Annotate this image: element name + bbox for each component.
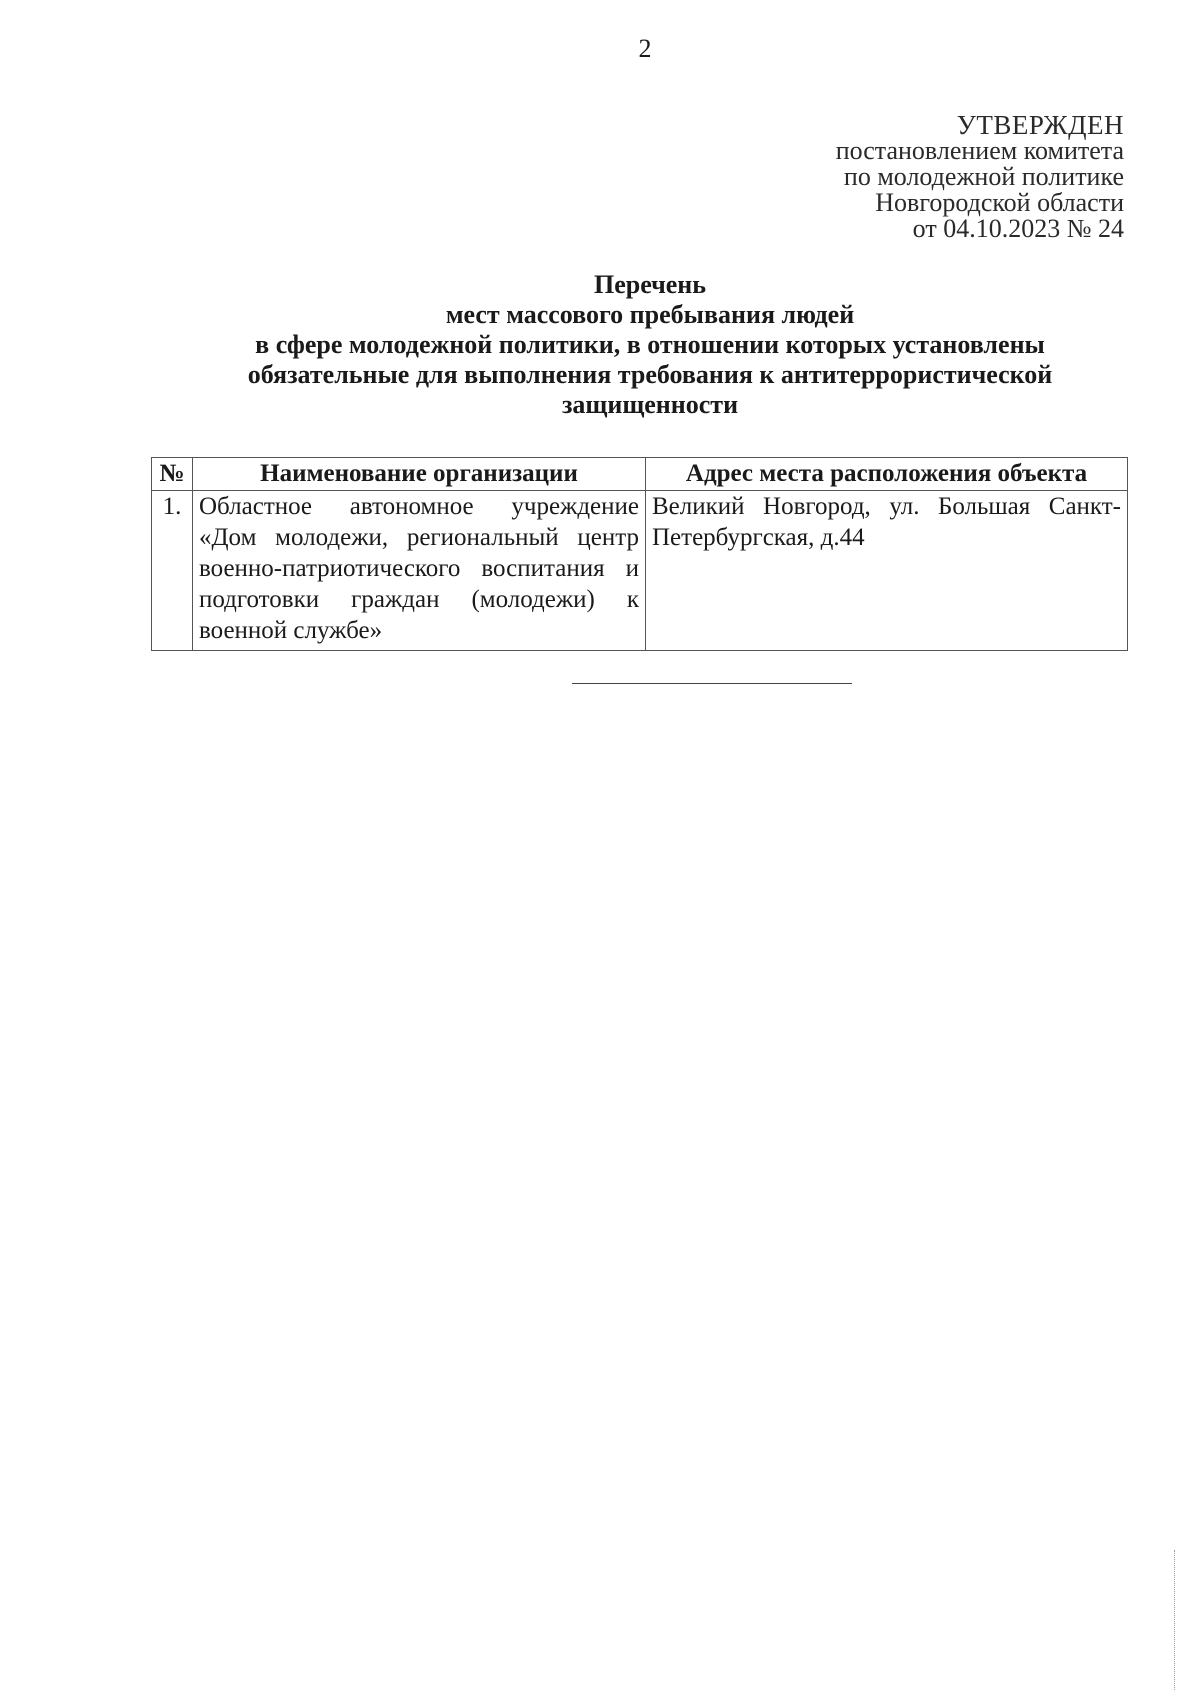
header-num: №	[152, 458, 193, 491]
approval-line: по молодежной политике	[843, 162, 1124, 191]
title-line: Перечень	[593, 270, 707, 299]
page-number: 2	[638, 34, 652, 63]
header-addr: Адрес места расположения объекта	[646, 458, 1128, 491]
title-line: обязательные для выполнения требования к антитеррористической	[247, 360, 1053, 389]
document-title	[150, 270, 1150, 420]
cell-org: Областное автономное учреждение «Дом молодежи, региональный центр военно-патриотического воспитания и подготовки граждан (молодежи) к военной службе»	[193, 491, 646, 651]
approval-line: от 04.10.2023 № 24	[912, 214, 1124, 243]
table-row	[152, 491, 1128, 651]
title-line: в сфере молодежной политики, в отношении которых установлены	[255, 330, 1045, 359]
scan-margin-mark	[1174, 1550, 1175, 1690]
title-line: защищенности	[561, 390, 739, 419]
title-line: мест массового пребывания людей	[445, 300, 855, 329]
approval-line: постановлением комитета	[835, 136, 1124, 165]
header-org: Наименование организации	[193, 458, 646, 491]
closing-divider	[572, 683, 852, 684]
cell-num: 1.	[152, 491, 193, 651]
objects-table	[151, 457, 1128, 651]
approval-line: Новгородской области	[875, 188, 1124, 217]
table-header-row	[152, 458, 1128, 491]
approval-title: УТВЕРЖДЕН	[956, 110, 1124, 140]
cell-addr: Великий Новгород, ул. Большая Санкт-Петербургская, д.44	[646, 491, 1128, 651]
approval-block	[836, 112, 1124, 242]
